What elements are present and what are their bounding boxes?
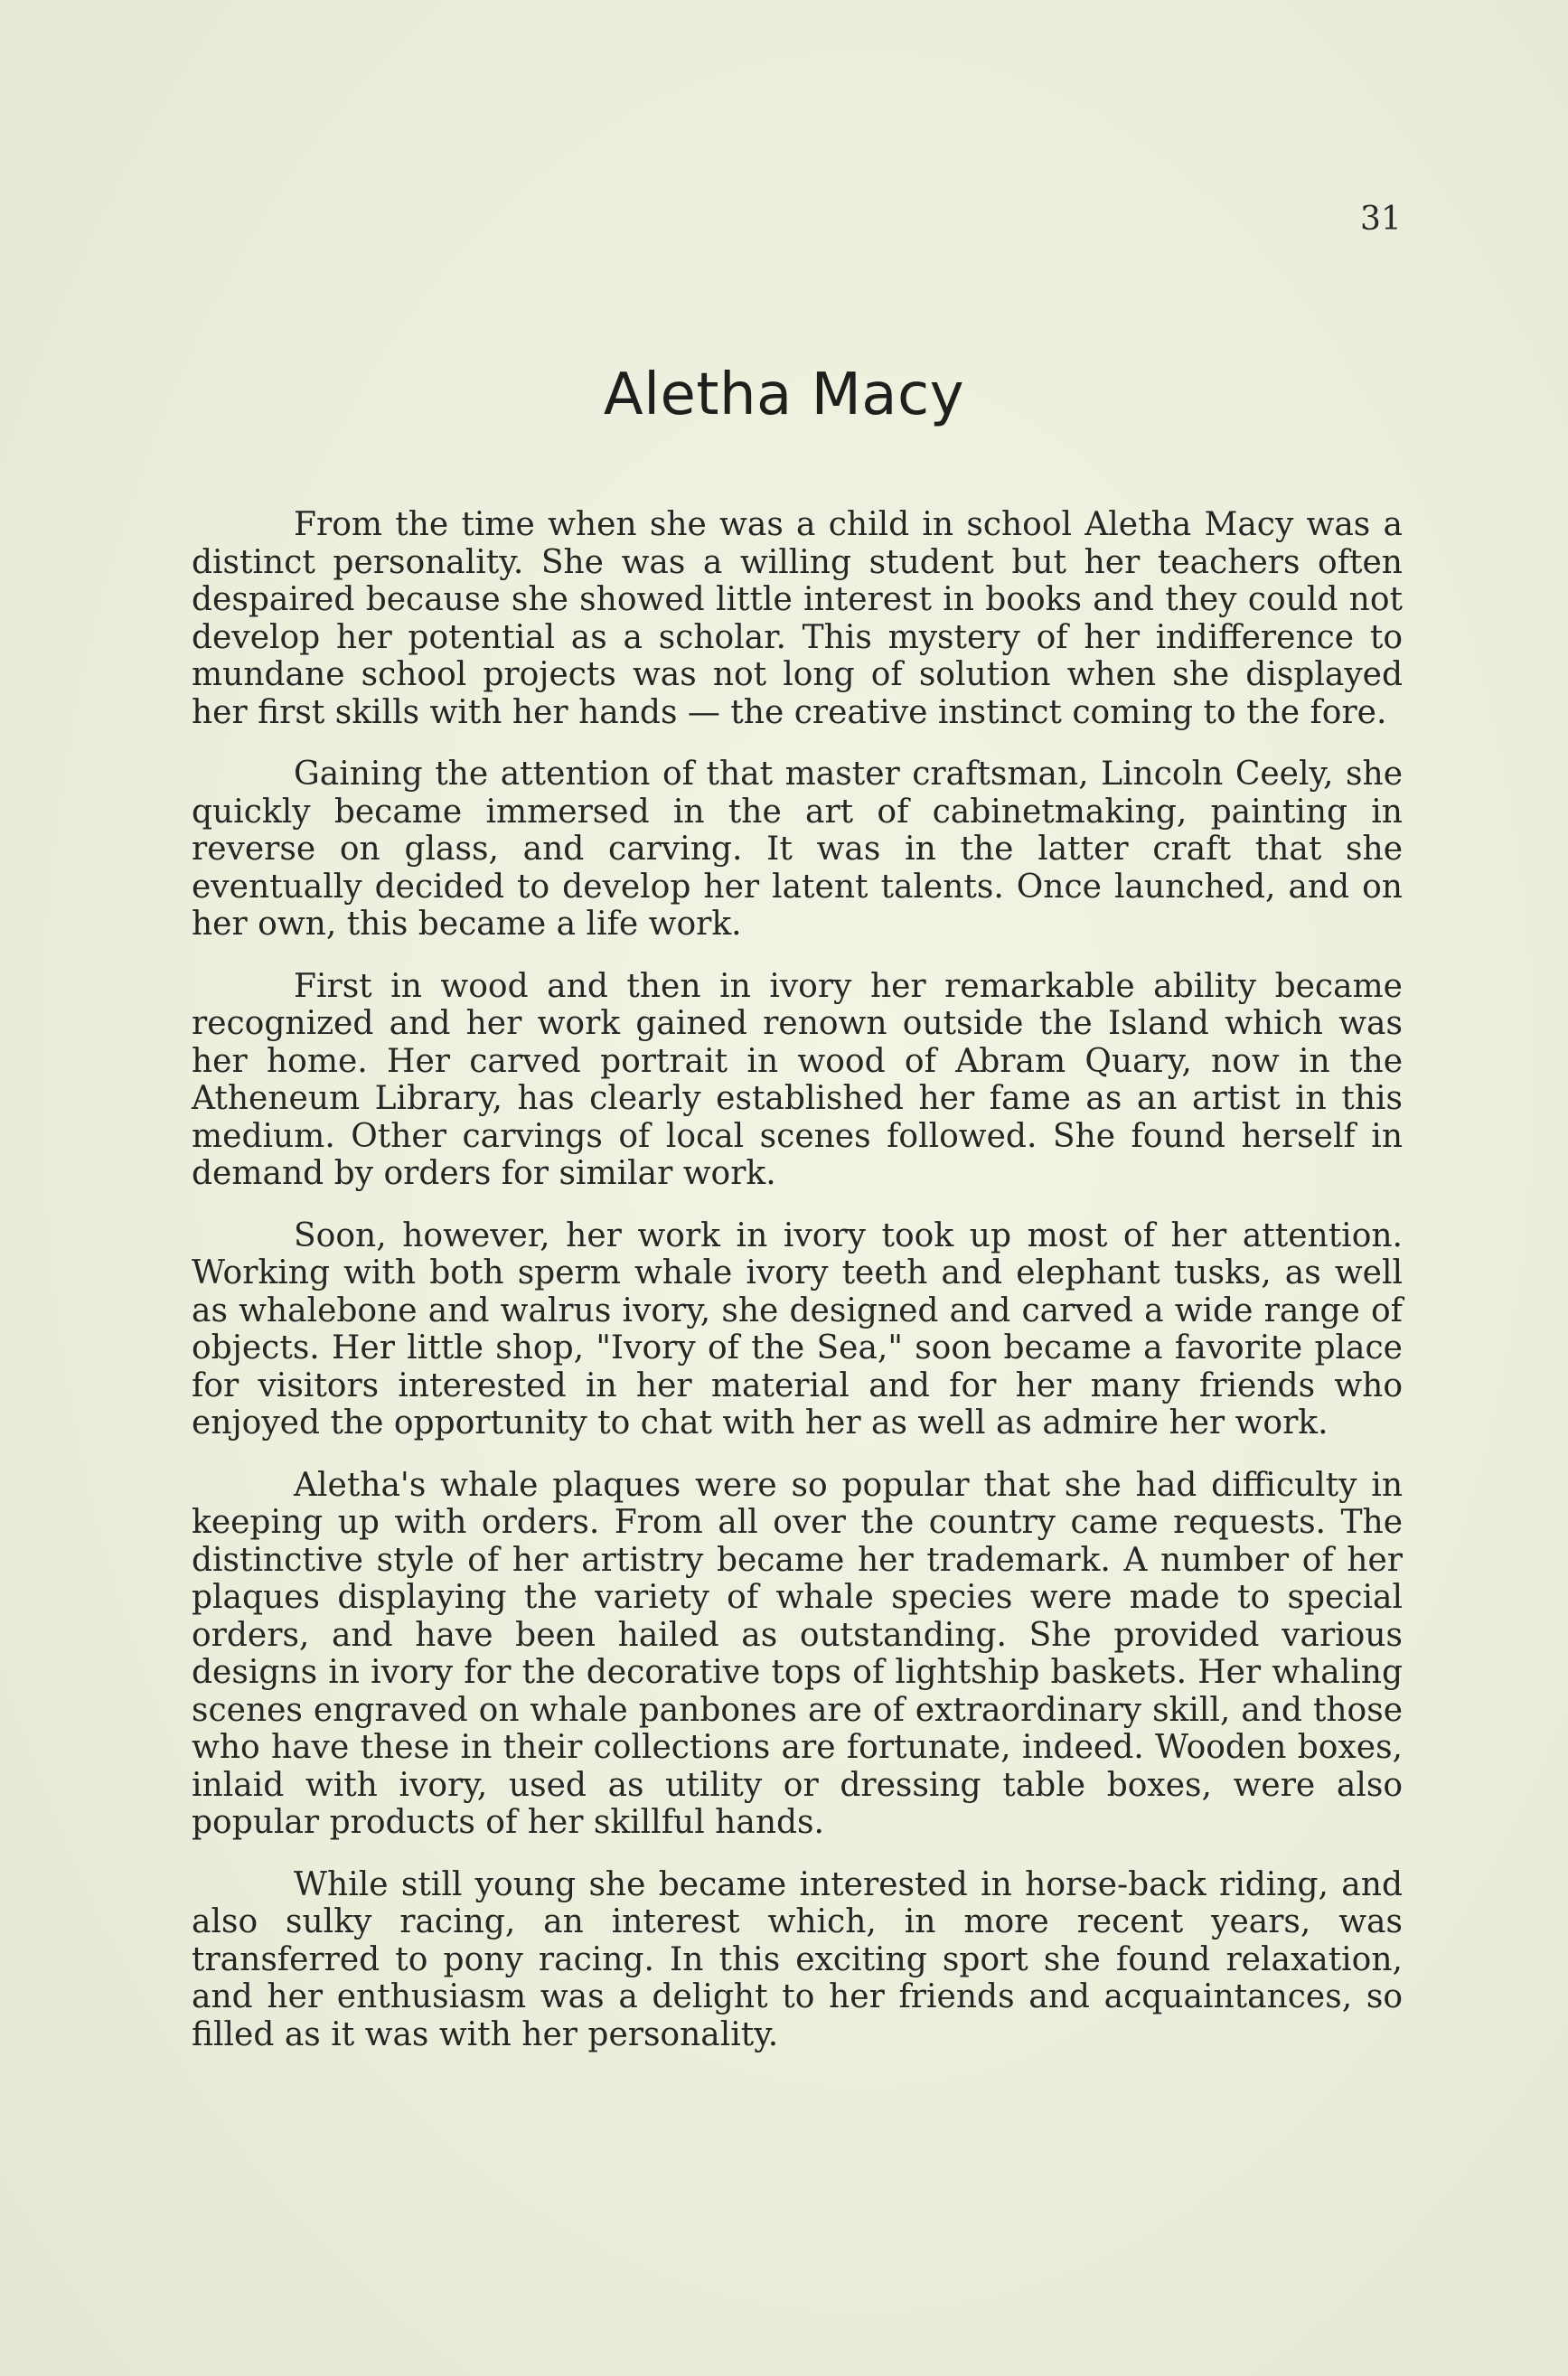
paragraph-2: Gaining the attention of that master craftsman, Lincoln Ceely, she quickly became immersed in the art of cabinetmaking, painting in reverse on glass, and carving. It was in the latter craft that she eventually decided to develop her latent talents. Once launched, and on her own, this became a life work. (192, 756, 1403, 943)
page-number: 31 (1360, 201, 1402, 238)
article-title: Aletha Macy (603, 362, 965, 428)
paragraph-6: While still young she became interested in horse-back riding, and also sulky racing, an interest which, in more recent years, was transferred to pony racing. In this exciting sport she found relaxation, and her enthusiasm was a delight to her friends and acquaintances, so filled as it was with her personality. (192, 1865, 1403, 2053)
paragraph-3: First in wood and then in ivory her remarkable ability became recognized and her work gained renown outside the Island which was her home. Her carved portrait in wood of Abram Quary, now in the Atheneum Library, has clearly established her fame as an artist in this medium. Other carvings of local scenes followed. She found herself in demand by orders for similar work. (192, 967, 1403, 1192)
paragraph-1: From the time when she was a child in school Aletha Macy was a distinct personality. She was a willing student but her teachers often despaired because she showed little interest in books and they could not develop her potential as a scholar. This mystery of her indifference to mundane school projects was not long of solution when she displayed her first skills with her hands — the creative instinct coming to the fore. (192, 506, 1403, 731)
article-body (192, 506, 1403, 2078)
paragraph-5: Aletha's whale plaques were so popular that she had difficulty in keeping up with orders. From all over the country came requests. The distinctive style of her artistry became her trademark. A number of her plaques displaying the variety of whale species were made to special orders, and have been hailed as outstanding. She provided various designs in ivory for the decorative tops of lightship baskets. Her whaling scenes engraved on whale panbones are of extraordinary skill, and those who have these in their collections are fortunate, indeed. Wooden boxes, inlaid with ivory, used as utility or dressing table boxes, were also popular products of her skillful hands. (192, 1466, 1403, 1841)
paragraph-4: Soon, however, her work in ivory took up most of her attention. Working with both sperm whale ivory teeth and elephant tusks, as well as whalebone and walrus ivory, she designed and carved a wide range of objects. Her little shop, "Ivory of the Sea," soon became a favorite place for visitors interested in her material and for her many friends who enjoyed the opportunity to chat with her as well as admire her work. (192, 1216, 1403, 1442)
